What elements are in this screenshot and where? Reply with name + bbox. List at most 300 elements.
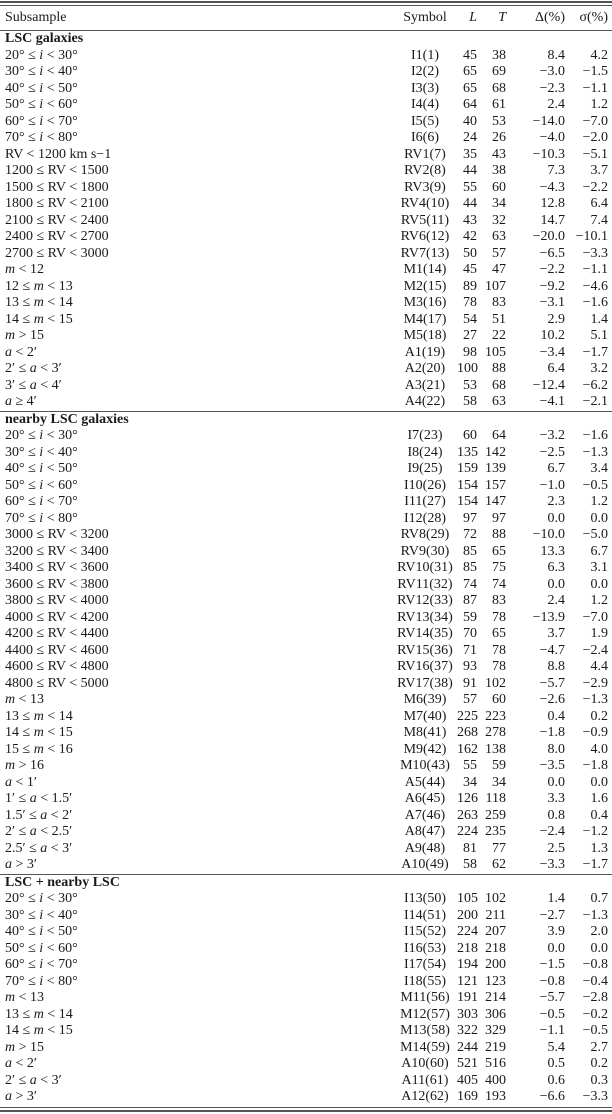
sigma-cell: −0.2 [582,1006,608,1022]
delta-cell: 0.0 [547,774,565,790]
sigma-cell: −1.7 [582,857,608,872]
symbol-cell: M9(42) [403,741,447,757]
symbol-cell: I6(6) [411,130,439,145]
t-cell: 83 [492,295,506,310]
delta-cell: 7.3 [547,163,565,178]
delta-cell: −3.1 [539,295,565,310]
delta-cell: 0.8 [547,807,565,823]
t-cell: 69 [492,64,506,79]
symbol-cell: I4(4) [411,97,439,112]
table-row [0,643,612,660]
table-row [0,97,612,114]
t-cell: 38 [492,47,506,63]
subsample-cell: 2700 ≤ RV < 3000 [5,245,109,261]
table-row [0,361,612,378]
table-row [0,1007,612,1024]
symbol-cell: M10(43) [400,758,450,773]
l-cell: 60 [463,428,477,443]
subsample-cell: 60° ≤ i < 70° [5,494,78,509]
l-cell: 91 [463,675,477,691]
sigma-cell: −2.2 [582,179,608,195]
table-row [0,974,612,991]
subsample-cell: 20° ≤ i < 30° [5,47,78,63]
l-cell: 194 [457,957,478,972]
sigma-cell: −3.3 [582,245,608,261]
delta-cell: 0.0 [547,940,565,956]
t-cell: 26 [492,130,506,145]
symbol-cell: I13(50) [404,891,446,906]
table-header [0,6,612,30]
symbol-cell: A10(60) [401,1056,449,1071]
l-cell: 71 [463,642,477,658]
header-subsample: Subsample [5,10,67,25]
t-cell: 97 [492,510,506,526]
l-cell: 42 [463,229,477,244]
table-row [0,48,612,65]
t-cell: 157 [485,477,506,493]
subsample-cell: 2′ ≤ a < 3′ [5,361,62,376]
l-cell: 303 [457,1006,478,1022]
symbol-cell: M7(40) [403,708,447,724]
delta-cell: 6.4 [547,361,565,376]
header-t: T [498,10,506,25]
t-cell: 400 [485,1072,506,1088]
sigma-cell: −6.2 [582,377,608,393]
subsample-cell: 20° ≤ i < 30° [5,428,78,443]
t-cell: 88 [492,527,506,542]
subsample-cell: 60° ≤ i < 70° [5,113,78,129]
symbol-cell: I16(53) [404,940,446,956]
t-cell: 57 [492,245,506,261]
sigma-cell: −5.1 [582,146,608,162]
sigma-cell: 1.2 [590,97,608,112]
l-cell: 55 [463,758,477,773]
sigma-cell: −1.3 [582,444,608,460]
t-cell: 211 [485,907,506,923]
sigma-cell: 0.0 [590,774,608,790]
t-cell: 107 [485,278,506,294]
subsample-cell: a < 2′ [5,1056,37,1071]
symbol-cell: RV7(13) [400,245,450,261]
delta-cell: 12.8 [540,196,565,211]
l-cell: 34 [463,774,477,790]
l-cell: 268 [457,725,478,740]
header-l: L [469,10,477,25]
l-cell: 322 [457,1023,478,1038]
t-cell: 78 [492,642,506,658]
t-cell: 60 [492,179,506,195]
l-cell: 263 [457,807,478,823]
bottom-rule [0,1110,612,1112]
delta-cell: −4.3 [539,179,565,195]
symbol-cell: I9(25) [407,461,443,476]
symbol-cell: I7(23) [407,428,443,443]
sigma-cell: −1.1 [582,262,608,277]
symbol-cell: I2(2) [411,64,439,79]
subsample-cell: 14 ≤ m < 15 [5,1023,73,1038]
delta-cell: 13.3 [540,543,565,559]
delta-cell: −2.7 [539,907,565,923]
delta-cell: 8.4 [547,47,565,63]
t-cell: 235 [485,824,506,839]
subsample-cell: 40° ≤ i < 50° [5,924,78,939]
subsample-cell: 2.5′ ≤ a < 3′ [5,840,73,856]
l-cell: 121 [457,973,478,989]
t-cell: 259 [485,807,506,823]
sigma-cell: −1.1 [582,80,608,96]
l-cell: 126 [457,791,478,806]
subsample-cell: a < 2′ [5,344,37,360]
subsample-cell: 13 ≤ m < 14 [5,708,73,724]
l-cell: 70 [463,626,477,641]
symbol-cell: RV15(36) [397,642,453,658]
table-row [0,891,612,908]
l-cell: 57 [463,692,477,707]
table-row [0,213,612,230]
delta-cell: −2.2 [539,262,565,277]
sigma-cell: 0.0 [590,576,608,592]
sigma-cell: 3.1 [590,560,608,575]
subsample-cell: 1800 ≤ RV < 2100 [5,196,109,211]
section-title: LSC + nearby LSC [5,874,120,890]
table-row [0,676,612,693]
delta-cell: −2.3 [539,80,565,96]
table-row [0,64,612,81]
l-cell: 44 [463,196,477,211]
l-cell: 65 [463,64,477,79]
delta-cell: 14.7 [540,212,565,228]
l-cell: 200 [457,907,478,923]
sigma-cell: −7.0 [582,113,608,129]
symbol-cell: M1(14) [403,262,447,277]
sigma-cell: −1.7 [582,344,608,360]
symbol-cell: A7(46) [404,807,446,823]
symbol-cell: RV8(29) [400,527,450,542]
sigma-cell: 1.2 [590,494,608,509]
table-row [0,511,612,528]
symbol-cell: A8(47) [404,824,446,839]
sigma-cell: −0.8 [582,957,608,972]
l-cell: 50 [463,245,477,261]
table-row [0,378,612,395]
table-row [0,560,612,577]
sigma-cell: −7.0 [582,609,608,625]
table-row [0,908,612,925]
l-cell: 40 [463,113,477,129]
delta-cell: −5.7 [539,675,565,691]
sigma-cell: 0.2 [590,1056,608,1071]
l-cell: 159 [457,461,478,476]
table-row [0,593,612,610]
table-row [0,147,612,164]
sigma-cell: −1.8 [582,758,608,773]
t-cell: 51 [492,311,506,327]
l-cell: 224 [457,824,478,839]
subsample-cell: 30° ≤ i < 40° [5,444,78,460]
t-cell: 47 [492,262,506,277]
subsample-cell: a > 3′ [5,1089,37,1104]
subsample-cell: 3200 ≤ RV < 3400 [5,543,109,559]
sigma-cell: 4.0 [590,741,608,757]
l-cell: 162 [457,741,478,757]
symbol-cell: RV1(7) [404,146,446,162]
delta-cell: −6.5 [539,245,565,261]
table-row [0,857,612,874]
table-row [0,758,612,775]
table-row [0,163,612,180]
t-cell: 34 [492,774,506,790]
symbol-cell: A2(20) [404,361,446,376]
sigma-cell: 0.3 [590,1072,608,1088]
delta-cell: −0.5 [539,1006,565,1022]
delta-cell: 2.3 [547,494,565,509]
table-row [0,692,612,709]
l-cell: 98 [463,344,477,360]
subsample-cell: 13 ≤ m < 14 [5,1006,73,1022]
symbol-cell: A4(22) [404,394,446,409]
sigma-cell: 3.7 [590,163,608,178]
sigma-cell: −5.0 [582,527,608,542]
sigma-cell: −2.0 [582,130,608,145]
t-cell: 63 [492,394,506,409]
l-cell: 43 [463,212,477,228]
subsample-cell: 2100 ≤ RV < 2400 [5,212,109,228]
delta-cell: 2.9 [547,311,565,327]
t-cell: 123 [485,973,506,989]
header-sigma: σ(%) [579,10,608,25]
data-table [0,1,612,1112]
symbol-cell: I12(28) [404,510,446,526]
t-cell: 22 [492,328,506,343]
delta-cell: 5.4 [547,1039,565,1055]
subsample-cell: m < 12 [5,262,45,277]
symbol-cell: M12(57) [400,1006,450,1022]
subsample-cell: m > 15 [5,328,45,343]
table-row [0,428,612,445]
subsample-cell: 1200 ≤ RV < 1500 [5,163,109,178]
symbol-cell: RV9(30) [400,543,450,559]
l-cell: 72 [463,527,477,542]
symbol-cell: I17(54) [404,957,446,972]
t-cell: 34 [492,196,506,211]
table-row [0,824,612,841]
subsample-cell: 70° ≤ i < 80° [5,510,78,526]
symbol-cell: RV4(10) [400,196,450,211]
t-cell: 138 [485,741,506,757]
symbol-cell: A1(19) [404,344,446,360]
table-row [0,725,612,742]
delta-cell: 3.3 [547,791,565,806]
symbol-cell: M6(39) [403,692,447,707]
t-cell: 32 [492,212,506,228]
t-cell: 59 [492,758,506,773]
sigma-cell: 0.0 [590,940,608,956]
subsample-cell: m > 16 [5,758,45,773]
sigma-cell: 6.7 [590,543,608,559]
table-row [0,709,612,726]
symbol-cell: I15(52) [404,924,446,939]
table-row [0,279,612,296]
l-cell: 105 [457,891,478,906]
l-cell: 244 [457,1039,478,1055]
sigma-cell: −2.4 [582,642,608,658]
symbol-cell: I11(27) [404,494,446,509]
table-row [0,114,612,131]
sigma-cell: 2.0 [590,924,608,939]
symbol-cell: A3(21) [404,377,446,393]
sigma-cell: 1.4 [590,311,608,327]
l-cell: 74 [463,576,477,592]
l-cell: 24 [463,130,477,145]
table-row [0,808,612,825]
table-row [0,328,612,345]
l-cell: 44 [463,163,477,178]
t-cell: 78 [492,609,506,625]
l-cell: 35 [463,146,477,162]
subsample-cell: 4400 ≤ RV < 4600 [5,642,109,658]
delta-cell: −13.9 [532,609,565,625]
delta-cell: −5.7 [539,990,565,1005]
l-cell: 97 [463,510,477,526]
table-row [0,1056,612,1073]
t-cell: 102 [485,891,506,906]
sigma-cell: −1.5 [582,64,608,79]
t-cell: 142 [485,444,506,460]
sigma-cell: 0.4 [590,807,608,823]
table-row [0,1073,612,1090]
l-cell: 224 [457,924,478,939]
table-row [0,610,612,627]
table-row [0,841,612,858]
subsample-cell: 15 ≤ m < 16 [5,741,73,757]
l-cell: 154 [457,494,478,509]
subsample-cell: m < 13 [5,692,45,707]
sigma-cell: −1.3 [582,907,608,923]
subsample-cell: 13 ≤ m < 14 [5,295,73,310]
t-cell: 139 [485,461,506,476]
delta-cell: 0.4 [547,708,565,724]
delta-cell: 8.8 [547,659,565,674]
l-cell: 135 [457,444,478,460]
t-cell: 88 [492,361,506,376]
symbol-cell: A5(44) [404,774,446,790]
symbol-cell: RV5(11) [400,212,450,228]
t-cell: 306 [485,1006,506,1022]
table-row [0,196,612,213]
delta-cell: 0.6 [547,1072,565,1088]
subsample-cell: 50° ≤ i < 60° [5,97,78,112]
t-cell: 38 [492,163,506,178]
subsample-cell: 4200 ≤ RV < 4400 [5,626,109,641]
subsample-cell: a < 1′ [5,774,37,790]
subsample-cell: 3000 ≤ RV < 3200 [5,527,109,542]
table-row [0,295,612,312]
delta-cell: −9.2 [539,278,565,294]
sigma-cell: 4.2 [590,47,608,63]
delta-cell: −3.0 [539,64,565,79]
t-cell: 62 [492,857,506,872]
table-row [0,990,612,1007]
delta-cell: 1.4 [547,891,565,906]
section-title: LSC galaxies [5,31,84,46]
delta-cell: −3.3 [539,857,565,872]
table-row [0,924,612,941]
sigma-cell: 1.3 [590,840,608,856]
subsample-cell: 50° ≤ i < 60° [5,477,78,493]
sigma-cell: 3.2 [590,361,608,376]
sigma-cell: −2.8 [582,990,608,1005]
delta-cell: −20.0 [532,229,565,244]
symbol-cell: RV16(37) [397,659,453,674]
table-row [0,544,612,561]
symbol-cell: M3(16) [403,295,447,310]
symbol-cell: RV11(32) [397,576,453,592]
delta-cell: −1.8 [539,725,565,740]
t-cell: 74 [492,576,506,592]
subsample-cell: 3800 ≤ RV < 4000 [5,593,109,608]
sigma-cell: −0.5 [582,477,608,493]
subsample-cell: 2400 ≤ RV < 2700 [5,229,109,244]
symbol-cell: M8(41) [403,725,447,740]
symbol-cell: RV13(34) [397,609,453,625]
symbol-cell: RV10(31) [397,560,453,575]
l-cell: 59 [463,609,477,625]
symbol-cell: RV14(35) [397,626,453,641]
symbol-cell: RV17(38) [397,675,453,691]
t-cell: 65 [492,543,506,559]
delta-cell: 8.0 [547,741,565,757]
l-cell: 45 [463,262,477,277]
table-row [0,130,612,147]
sigma-cell: −1.6 [582,428,608,443]
delta-cell: −4.7 [539,642,565,658]
subsample-cell: m > 15 [5,1039,45,1055]
table-row [0,626,612,643]
table-row [0,494,612,511]
sigma-cell: 1.2 [590,593,608,608]
table-row [0,1040,612,1057]
t-cell: 102 [485,675,506,691]
subsample-cell: 2′ ≤ a < 2.5′ [5,824,73,839]
l-cell: 89 [463,278,477,294]
subsample-cell: 40° ≤ i < 50° [5,461,78,476]
delta-cell: −2.4 [539,824,565,839]
table-row [0,527,612,544]
sigma-cell: 7.4 [590,212,608,228]
l-cell: 85 [463,560,477,575]
subsample-cell: m < 13 [5,990,45,1005]
table-row [0,478,612,495]
t-cell: 147 [485,494,506,509]
l-cell: 85 [463,543,477,559]
t-cell: 60 [492,692,506,707]
subsample-cell: 2′ ≤ a < 3′ [5,1072,62,1088]
t-cell: 516 [485,1056,506,1071]
sigma-cell: −1.2 [582,824,608,839]
sigma-cell: 1.9 [590,626,608,641]
t-cell: 53 [492,113,506,129]
sigma-cell: −4.6 [582,278,608,294]
t-cell: 278 [485,725,506,740]
table-row [0,81,612,98]
l-cell: 78 [463,295,477,310]
delta-cell: 0.0 [547,510,565,526]
symbol-cell: RV6(12) [400,229,450,244]
subsample-cell: 4600 ≤ RV < 4800 [5,659,109,674]
l-cell: 81 [463,840,477,856]
delta-cell: −3.4 [539,344,565,360]
delta-cell: −6.6 [539,1089,565,1104]
